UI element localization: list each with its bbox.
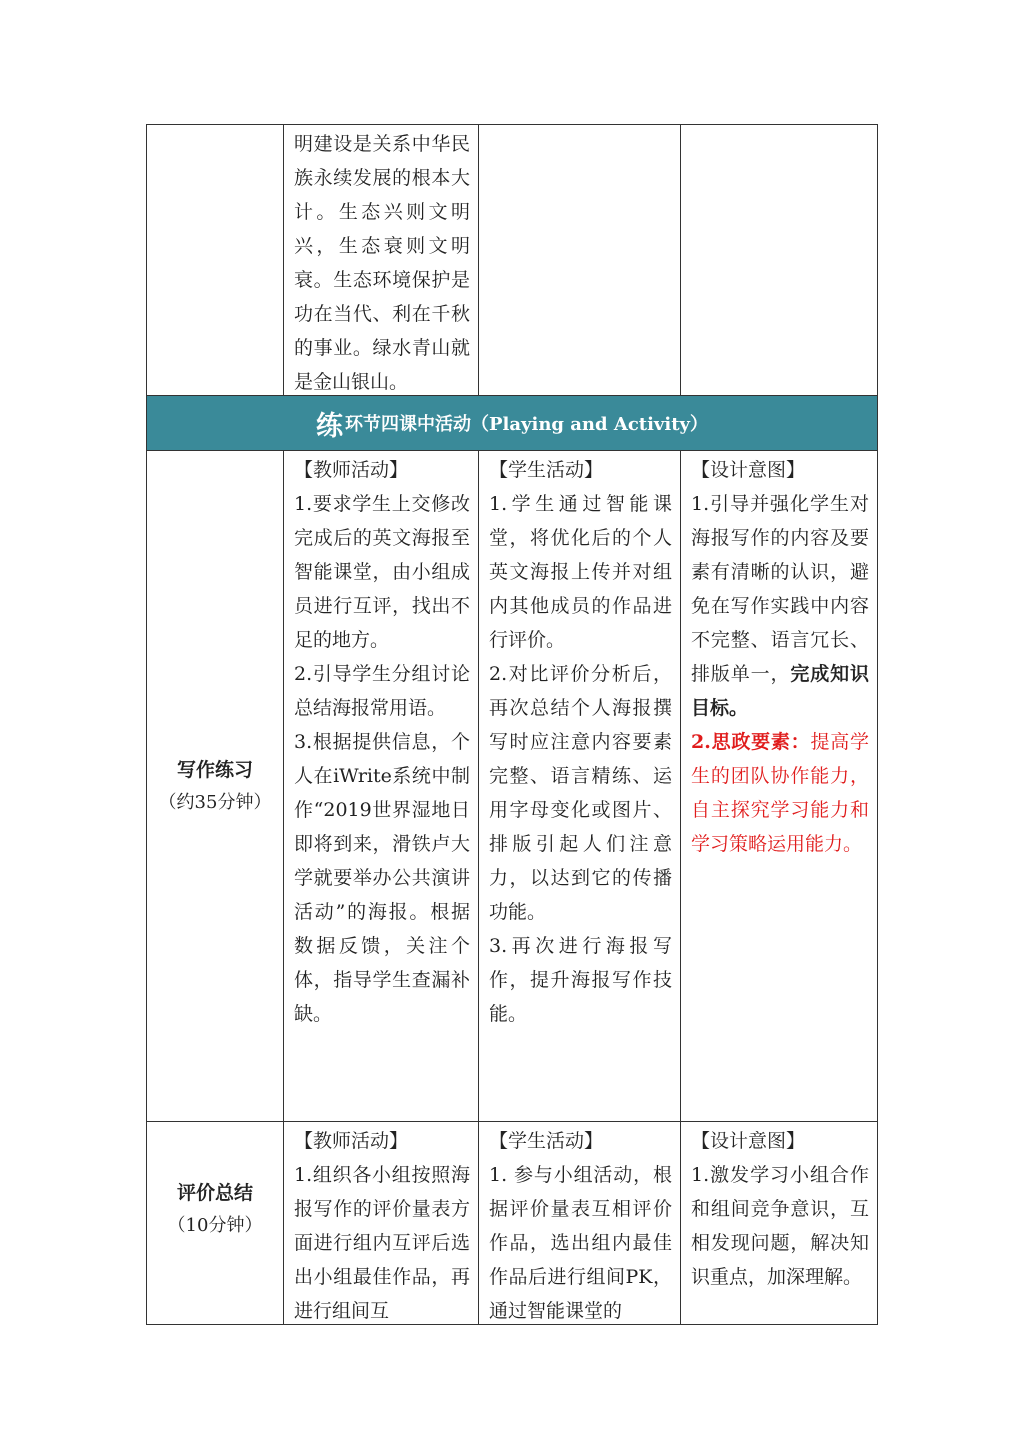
design-intent-cell bbox=[680, 451, 878, 1121]
paragraph: 2.对比评价分析后，再次总结个人海报撰写时应注意内容要素完整、语言精练、运用字母变化或图片、排版引起人们注意力，以达到它的传播功能。 bbox=[489, 663, 672, 923]
row-label: 写作练习 bbox=[176, 759, 253, 781]
paragraph: 1.激发学习小组合作和组间竞争意识，互相发现问题，解决知识重点，加深理解。 bbox=[691, 1164, 869, 1288]
empty-cell bbox=[478, 125, 680, 395]
cell-header: 【设计意图】 bbox=[691, 459, 806, 481]
teacher-activity-cell bbox=[283, 451, 478, 1121]
banner-title: 环节四课中活动（Playing and Activity） bbox=[344, 414, 709, 435]
empty-cell bbox=[680, 125, 878, 395]
row-duration: （约35分钟） bbox=[158, 792, 272, 813]
paragraph: 1.组织各小组按照海报写作的评价量表方面进行组内互评后选出小组最佳作品，再进行组间互 bbox=[294, 1164, 470, 1322]
lesson-plan-table bbox=[146, 124, 878, 1325]
student-activity-cell bbox=[478, 1122, 680, 1324]
row-duration: （10分钟） bbox=[167, 1215, 263, 1236]
paragraph: 3.根据提供信息，个人在iWrite系统中制作“2019世界湿地日即将到来，滑铁卢大学就要举办公共演讲活动”的海报。根据数据反馈，关注个体，指导学生查漏补缺。 bbox=[294, 731, 470, 1025]
row-label-cell bbox=[146, 451, 283, 1121]
empty-cell bbox=[146, 125, 283, 395]
cell-header: 【设计意图】 bbox=[691, 1130, 806, 1152]
cell-header: 【教师活动】 bbox=[294, 459, 409, 481]
plain-text: 1.引导并强化学生对海报写作的内容及要素有清晰的认识，避免在写作实践中内容不完整、语言冗长、排版单一， bbox=[691, 493, 869, 685]
content-cell bbox=[283, 125, 478, 395]
ideology-text: 提高学生的团队协作能力，自主探究学习能力和学习策略运用能力。 bbox=[691, 731, 869, 855]
cell-text: 明建设是关系中华民族永续发展的根本大计。生态兴则文明兴，生态衰则文明衰。生态环境保护是功在当代、利在千秋的事业。绿水青山就是金山银山。 bbox=[294, 133, 470, 393]
design-intent-cell bbox=[680, 1122, 878, 1324]
paragraph: 3.再次进行海报写作，提升海报写作技能。 bbox=[489, 935, 672, 1025]
cell-header: 【教师活动】 bbox=[294, 1130, 409, 1152]
paragraph bbox=[691, 487, 869, 725]
banner-big-char: 练 bbox=[315, 410, 343, 442]
paragraph: 1.学生通过智能课堂，将优化后的个人英文海报上传并对组内其他成员的作品进行评价。 bbox=[489, 493, 672, 651]
table-row bbox=[146, 124, 878, 396]
bold-text: 完成知识目标。 bbox=[691, 663, 869, 719]
row-label: 评价总结 bbox=[176, 1182, 253, 1204]
teacher-activity-cell bbox=[283, 1122, 478, 1324]
table-row bbox=[146, 1122, 878, 1325]
ideology-label: 2.思政要素： bbox=[691, 731, 811, 753]
paragraph bbox=[691, 725, 869, 861]
student-activity-cell bbox=[478, 451, 680, 1121]
paragraph: 1. 参与小组活动，根据评价量表互相评价作品，选出组内最佳作品后进行组间PK，通过智能课堂的 bbox=[489, 1164, 672, 1322]
row-label-cell bbox=[146, 1122, 283, 1324]
table-row bbox=[146, 450, 878, 1122]
cell-header: 【学生活动】 bbox=[489, 459, 604, 481]
section-banner bbox=[146, 396, 878, 450]
cell-header: 【学生活动】 bbox=[489, 1130, 604, 1152]
paragraph: 2.引导学生分组讨论总结海报常用语。 bbox=[294, 663, 470, 719]
paragraph: 1.要求学生上交修改完成后的英文海报至智能课堂，由小组成员进行互评，找出不足的地方。 bbox=[294, 493, 470, 651]
